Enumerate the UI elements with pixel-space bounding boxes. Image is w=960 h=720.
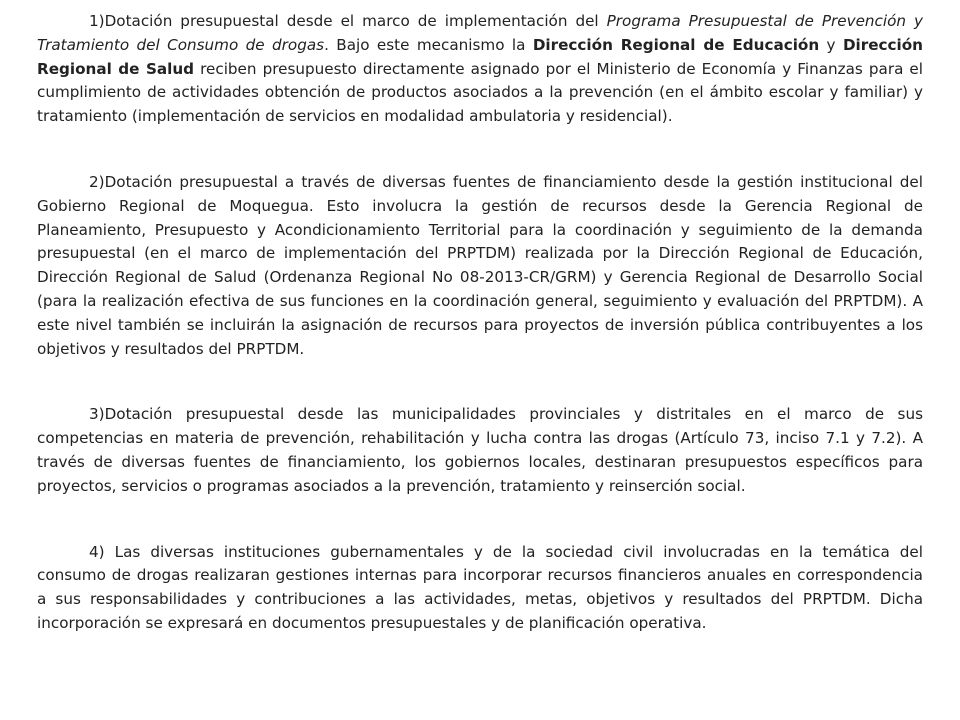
paragraph-3 (37, 403, 923, 498)
document-body (37, 10, 923, 678)
p1-text-a: 1)Dotación presupuestal desde el marco de implementación del (89, 12, 607, 30)
p1-text-d: reciben presupuesto directamente asignado por el Ministerio de Economía y Finanzas para el cumplimiento de actividades obtención de productos asociados a la prevención (en el ámbito escolar y familiar) y tratamiento (implementación de servicios en modalidad ambulatoria y residencial). (37, 59, 923, 126)
paragraph-1 (37, 10, 923, 129)
p4-text: 4) Las diversas instituciones gubernamentales y de la sociedad civil involucradas en la temática del consumo de drogas realizaran gestiones internas para incorporar recursos financieros anuales en correspondencia a sus responsabilidades y contribuciones a las actividades, metas, objetivos y resultados del PRPTDM. Dicha incorporación se expresará en documentos presupuestales y de planificación operativa. (37, 542, 923, 632)
paragraph-2 (37, 171, 923, 361)
p1-health-directorate: Dirección Regional de Salud (37, 35, 923, 78)
p1-program-name: Programa Presupuestal de Prevención y Tratamiento del Consumo de drogas (37, 12, 924, 54)
p3-text: 3)Dotación presupuestal desde las municipalidades provinciales y distritales en el marco de sus competencias en materia de prevención, rehabilitación y lucha contra las drogas (Artículo 73, inciso 7.1 y 7.2). A través de diversas fuentes de financiamiento, los gobiernos locales, destinaran presupuestos específicos para proyectos, servicios o programas asociados a la prevención, tratamiento y reinserción social. (37, 405, 923, 495)
p1-education-directorate: Dirección Regional de Educación (532, 35, 820, 54)
p1-text-b: . Bajo este mecanismo la (324, 35, 533, 54)
p2-text: 2)Dotación presupuestal a través de diversas fuentes de financiamiento desde la gestión institucional del Gobierno Regional de Moquegua. Esto involucra la gestión de recursos desde la Gerencia Regional de Planeamiento, Presupuesto y Acondicionamiento Territorial para la coordinación y seguimiento de la demanda presupuestal (en el marco de implementación del PRPTDM) realizada por la Dirección Regional de Educación, Dirección Regional de Salud (Ordenanza Regional No 08-2013-CR/GRM) y Gerencia Regional de Desarrollo Social (para la realización efectiva de sus funciones en la coordinación general, seguimiento y evaluación del PRPTDM). A este nivel también se incluirán la asignación de recursos para proyectos de inversión pública contribuyentes a los objetivos y resultados del PRPTDM. (37, 172, 923, 358)
p1-text-c: y (819, 35, 843, 54)
paragraph-4 (37, 541, 923, 636)
